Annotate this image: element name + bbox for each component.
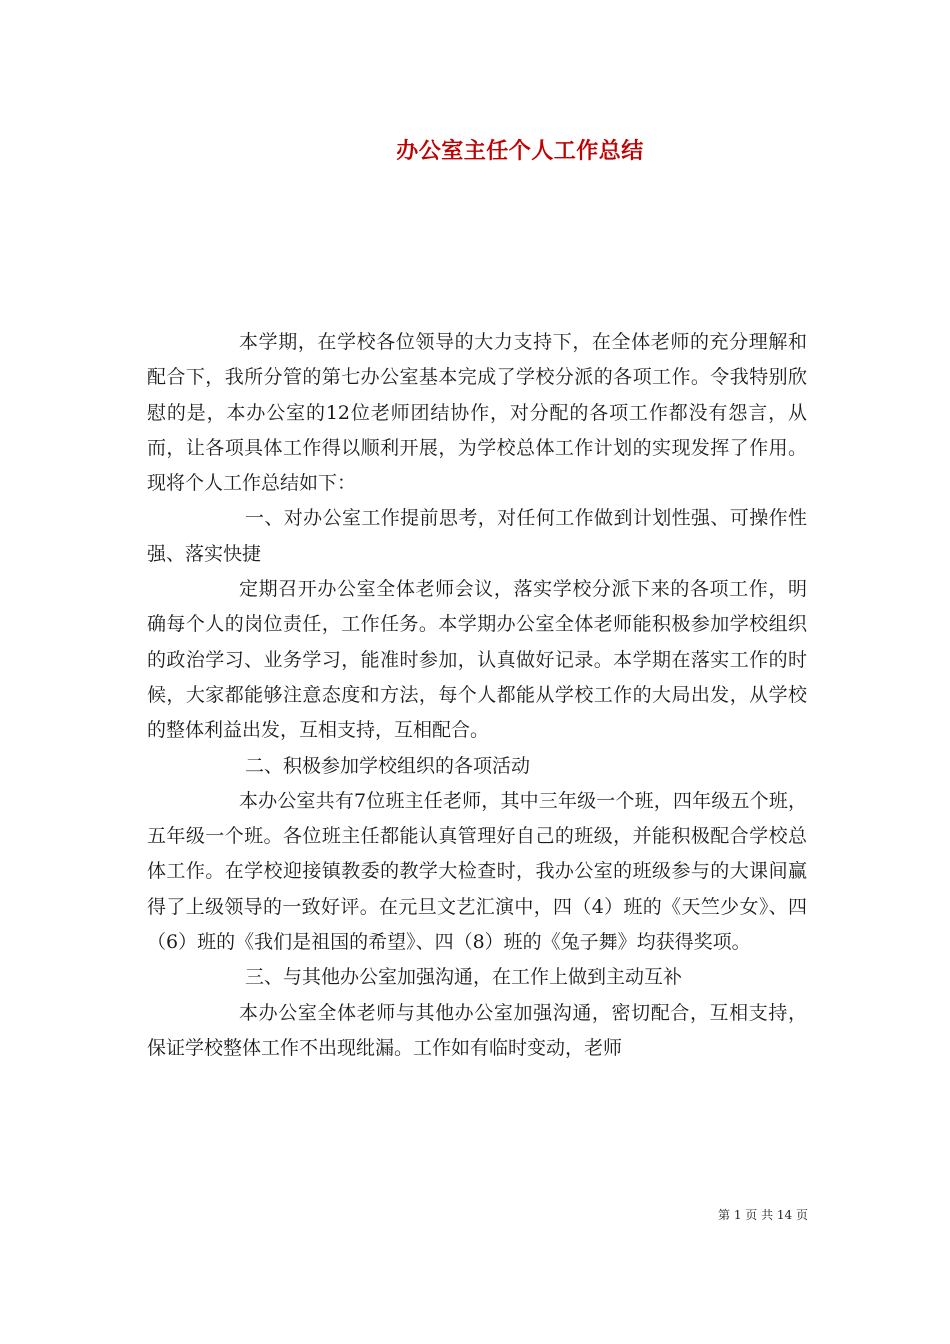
section-heading-1: 一、对办公室工作提前思考，对任何工作做到计划性强、可操作性强、落实快捷 (147, 507, 807, 565)
paragraph-section-1: 定期召开办公室全体老师会议，落实学校分派下来的各项工作，明确每个人的岗位责任，工作任务。本学期办公室全体老师能积极参加学校组织的政治学习、业务学习，能准时参加，认真做好记录。本学期在落实工作的时候，大家都能够注意态度和方法，每个人都能从学校工作的大局出发，从学校的整体利益出发，互相支持，互相配合。 (147, 578, 807, 742)
paragraph-intro: 本学期，在学校各位领导的大力支持下，在全体老师的充分理解和配合下，我所分管的第七办公室基本完成了学校分派的各项工作。令我特别欣慰的是，本办公室的12位老师团结协作，对分配的各项工作都没有怨言，从而，让各项具体工作得以顺利开展，为学校总体工作计划的实现发挥了作用。现将个人工作总结如下： (147, 331, 807, 495)
section-heading-3: 三、与其他办公室加强沟通，在工作上做到主动互补 (245, 966, 683, 989)
paragraph-section-3: 本办公室全体老师与其他办公室加强沟通，密切配合，互相支持，保证学校整体工作不出现纰漏。工作如有临时变动，老师 (147, 1001, 807, 1059)
section-heading-2: 二、积极参加学校组织的各项活动 (245, 754, 531, 777)
page-number: 第 1 页 共 14 页 (718, 1208, 808, 1222)
paragraph-section-2: 本办公室共有7位班主任老师，其中三年级一个班，四年级五个班，五年级一个班。各位班主任都能认真管理好自己的班级，并能积极配合学校总体工作。在学校迎接镇教委的教学大检查时，我办公室的班级参与的大课间赢得了上级领导的一致好评。在元旦文艺汇演中，四（4）班的《天竺少女》、四（6）班的《我们是祖国的希望》、四（8）班的《兔子舞》均获得奖项。 (147, 789, 807, 954)
document-body (147, 325, 807, 1066)
document-title: 办公室主任个人工作总结 (396, 138, 644, 164)
